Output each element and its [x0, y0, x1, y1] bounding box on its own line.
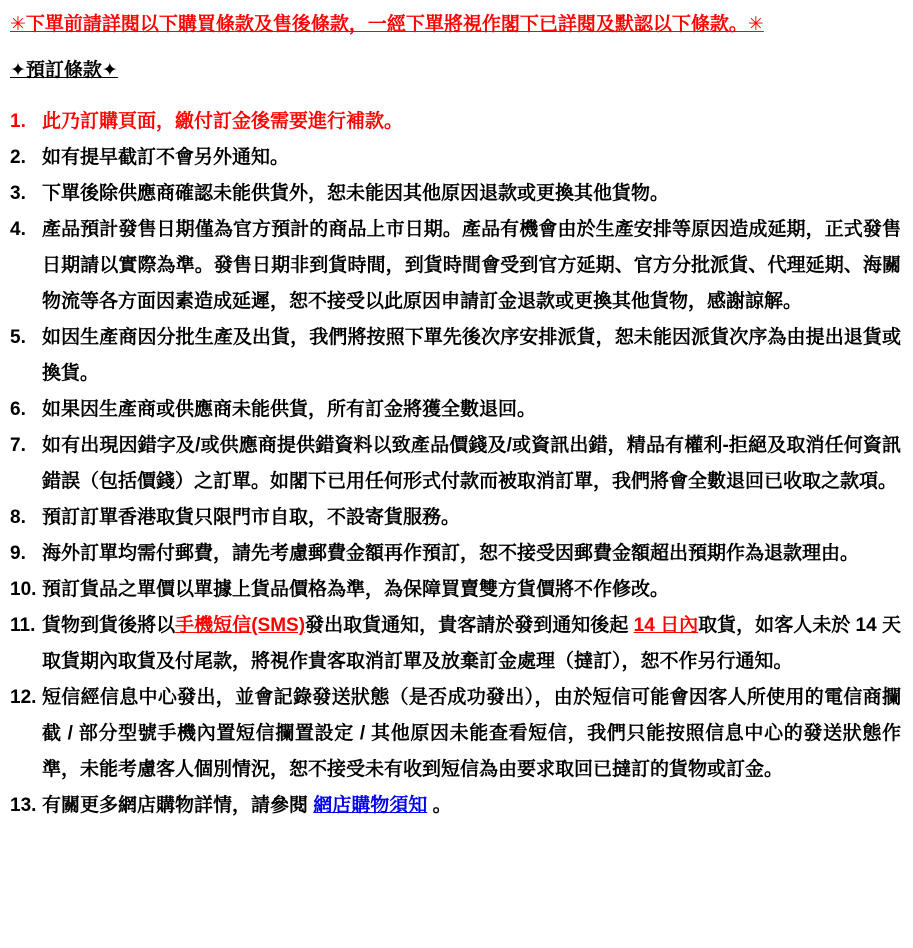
term-number: 6. — [10, 399, 26, 420]
term-text-segment: 如果因生產商或供應商未能供貨，所有訂金將獲全數退回。 — [42, 399, 537, 420]
term-text — [42, 788, 901, 824]
term-item — [10, 428, 901, 500]
term-text-segment: 取貨，如客人未於 14 天取貨期內取貨及付尾款，將視作貴客取消訂單及放棄訂金處理（撻訂），恕不作另行通知。 — [42, 615, 901, 672]
section-header-preorder-terms: ✦預訂條款✦ — [10, 60, 118, 81]
term-text-segment: 產品預計發售日期僅為官方預計的商品上市日期。產品有機會由於生產安排等原因造成延期，正式發售日期請以實際為準。發售日期非到貨時間，到貨時間會受到官方延期、官方分批派貨、代理延期、海關物流等各方面因素造成延遲，恕不接受以此原因申請訂金退款或更換其他貨物，感謝諒解。 — [42, 219, 901, 312]
term-text — [42, 104, 901, 140]
term-number: 13. — [10, 795, 37, 816]
term-text — [42, 536, 901, 572]
term-text-segment: 有關更多網店購物詳情，請參閱 — [42, 795, 314, 816]
term-text-segment: 如有出現因錯字及/或供應商提供錯資料以致產品價錢及/或資訊出錯，精品有權利-拒絕及取消任何資訊錯誤（包括價錢）之訂單。如閣下已用任何形式付款而被取消訂單，我們將會全數退回已收取之款項。 — [42, 435, 901, 492]
term-number: 9. — [10, 543, 26, 564]
term-number: 11. — [10, 615, 36, 636]
term-item — [10, 680, 901, 788]
term-item — [10, 392, 901, 428]
term-item — [10, 608, 901, 680]
term-text — [42, 680, 901, 788]
term-item — [10, 140, 901, 176]
term-text — [42, 608, 901, 680]
term-text — [42, 320, 901, 392]
term-text — [42, 428, 901, 500]
term-item — [10, 104, 901, 140]
term-text-segment: 此乃訂購頁面，繳付訂金後需要進行補款。 — [42, 111, 404, 132]
shop-guide-link[interactable]: 網店購物須知 — [313, 795, 428, 816]
term-text-segment: 預訂訂單香港取貨只限門市自取，不設寄貨服務。 — [42, 507, 461, 528]
term-item — [10, 572, 901, 608]
term-number: 12. — [10, 687, 37, 708]
term-number: 2. — [10, 147, 26, 168]
term-text — [42, 176, 901, 212]
term-text — [42, 212, 901, 320]
term-text — [42, 500, 901, 536]
term-item — [10, 176, 901, 212]
term-number: 1. — [10, 111, 26, 132]
term-number: 10. — [10, 579, 37, 600]
term-number: 4. — [10, 219, 26, 240]
term-number: 8. — [10, 507, 26, 528]
term-text-segment: 短信經信息中心發出，並會記錄發送狀態（是否成功發出），由於短信可能會因客人所使用的電信商攔截 / 部分型號手機內置短信攔置設定 / 其他原因未能查看短信，我們只能按照信息中心的發送狀態作準，未能考慮客人個別情況，恕不接受未有收到短信為由要求取回已撻訂的貨物或訂金。 — [42, 687, 901, 780]
term-text-segment: 下單後除供應商確認未能供貨外，恕未能因其他原因退款或更換其他貨物。 — [42, 183, 670, 204]
term-text-segment: 如有提早截訂不會另外通知。 — [42, 147, 290, 168]
term-text — [42, 140, 901, 176]
term-text-segment: 發出取貨通知，貴客請於發到通知後起 — [305, 615, 634, 636]
term-number: 5. — [10, 327, 26, 348]
term-item — [10, 500, 901, 536]
term-text — [42, 392, 901, 428]
term-text-segment: 如因生產商因分批生產及出貨，我們將按照下單先後次序安排派貨，恕未能因派貨次序為由提出退貨或換貨。 — [42, 327, 901, 384]
term-text-segment: 海外訂單均需付郵費，請先考慮郵費金額再作預訂，恕不接受因郵費金額超出預期作為退款理由。 — [42, 543, 860, 564]
term-item — [10, 212, 901, 320]
term-text-segment: 預訂貨品之單價以單據上貨品價格為準，為保障買賣雙方貨價將不作修改。 — [42, 579, 670, 600]
term-text-segment: 。 — [427, 795, 452, 816]
term-text-segment: 14 日內 — [633, 615, 699, 636]
term-item — [10, 320, 901, 392]
term-item — [10, 536, 901, 572]
document-title: ✳下單前請詳閱以下購買條款及售後條款，一經下單將視作閣下已詳閱及默認以下條款。✳ — [10, 14, 764, 35]
terms-list — [10, 104, 901, 824]
term-text-segment: 貨物到貨後將以 — [42, 615, 176, 636]
term-number: 7. — [10, 435, 26, 456]
term-text-segment: 手機短信(SMS) — [175, 615, 306, 636]
term-item — [10, 788, 901, 824]
term-number: 3. — [10, 183, 26, 204]
term-text — [42, 572, 901, 608]
